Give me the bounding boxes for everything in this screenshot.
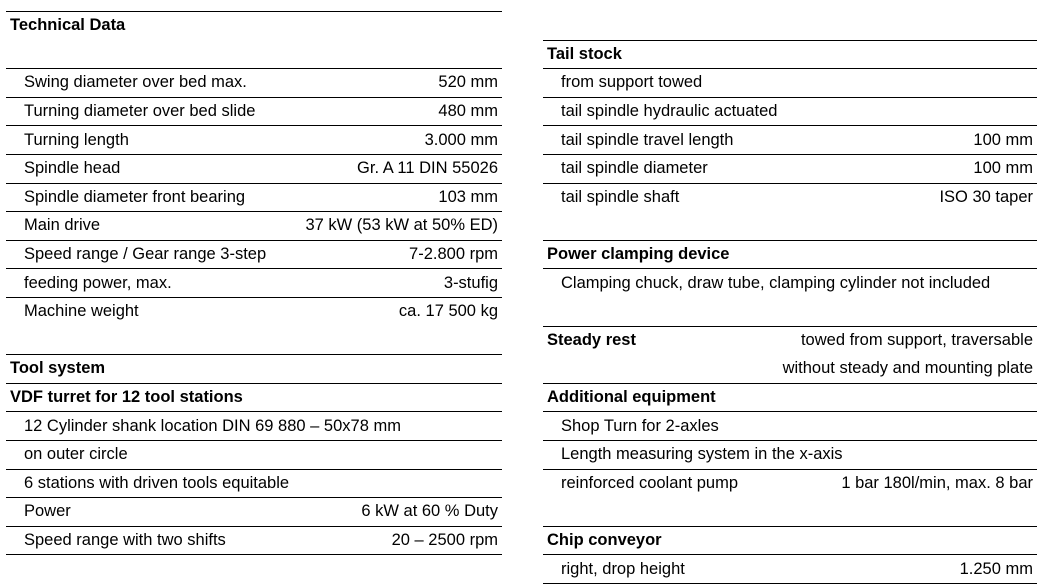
section-title: Additional equipment — [547, 388, 716, 407]
spec-row-tail-spindle-hydraulic-actuated — [543, 97, 1037, 126]
spec-value: 20 – 2500 rpm — [391, 531, 498, 550]
spec-label: tail spindle hydraulic actuated — [561, 102, 778, 121]
spec-row-shop-turn-for-2-axles — [543, 411, 1037, 440]
spec-value: 1.250 mm — [959, 559, 1033, 578]
section-title: Technical Data — [10, 16, 126, 35]
spec-row-turning-length — [6, 125, 502, 154]
spec-label: tail spindle shaft — [561, 187, 680, 206]
section-header-vdf-turret-for-12-tool-stations — [6, 383, 502, 412]
section-header-tail-stock — [543, 40, 1037, 69]
spec-label: Shop Turn for 2-axles — [561, 416, 719, 435]
spec-label: from support towed — [561, 73, 703, 92]
spec-label: Turning diameter over bed slide — [24, 102, 256, 121]
spec-label: Speed range with two shifts — [24, 531, 226, 550]
section-header-additional-equipment — [543, 383, 1037, 412]
section-title: Chip conveyor — [547, 531, 662, 550]
spec-row-from-support-towed — [543, 68, 1037, 97]
spec-row-feeding-power-max — [6, 268, 502, 297]
section-header-chip-conveyor — [543, 526, 1037, 555]
spec-value: 103 mm — [438, 187, 498, 206]
spec-row-on-outer-circle — [6, 440, 502, 469]
spec-row-tail-spindle-diameter — [543, 154, 1037, 183]
spec-label: feeding power, max. — [24, 273, 172, 292]
spec-label: Power — [24, 502, 71, 521]
spec-row-right-drop-height — [543, 554, 1037, 583]
spec-value: without steady and mounting plate — [782, 358, 1033, 377]
spec-row-spindle-head — [6, 154, 502, 183]
table-bottom-rule — [6, 554, 502, 555]
spec-value: ca. 17 500 kg — [398, 302, 498, 321]
spec-value: 480 mm — [438, 102, 498, 121]
section-header-technical-data — [6, 11, 502, 40]
section-header-power-clamping-device — [543, 240, 1037, 269]
section-title: Power clamping device — [547, 245, 730, 264]
spec-label: Turning length — [24, 130, 129, 149]
spec-label: Swing diameter over bed max. — [24, 73, 247, 92]
spec-row-machine-weight — [6, 297, 502, 326]
spec-row-tail-spindle-shaft — [543, 183, 1037, 212]
spec-label: Machine weight — [24, 302, 139, 321]
spec-label: Length measuring system in the x-axis — [561, 445, 843, 464]
spec-label: 6 stations with driven tools equitable — [24, 473, 290, 492]
spec-value: 7-2.800 rpm — [409, 245, 498, 264]
section-title: Tool system — [10, 359, 106, 378]
spec-label: 12 Cylinder shank location DIN 69 880 – 50x78 mm — [24, 416, 401, 435]
section-title: Tail stock — [547, 44, 622, 63]
spec-row-turning-diameter-over-bed-slide — [6, 97, 502, 126]
spec-value: 520 mm — [438, 73, 498, 92]
spec-label: reinforced coolant pump — [561, 473, 739, 492]
spec-value: Gr. A 11 DIN 55026 — [357, 159, 498, 178]
spec-row-power — [6, 497, 502, 526]
spec-value: 1 bar 180l/min, max. 8 bar — [841, 473, 1033, 492]
spec-value: 100 mm — [973, 159, 1033, 178]
spec-value: 3-stufig — [443, 273, 498, 292]
spec-label: tail spindle travel length — [561, 130, 734, 149]
section-header-steady-rest — [543, 326, 1037, 355]
spec-row-tail-spindle-travel-length — [543, 125, 1037, 154]
spec-value: towed from support, traversable — [800, 330, 1033, 349]
section-title: Steady rest — [547, 330, 636, 349]
spec-row-main-drive — [6, 211, 502, 240]
spec-value: ISO 30 taper — [939, 187, 1033, 206]
spec-label: on outer circle — [24, 445, 128, 464]
spec-row-clamping-chuck-draw-tube-clamping-cylinder-not-included — [543, 268, 1037, 297]
spec-row-12-cylinder-shank-location-din-69-880-50x78-mm — [6, 411, 502, 440]
spec-row-speed-range-with-two-shifts — [6, 526, 502, 555]
spec-label: Spindle head — [24, 159, 121, 178]
spec-label: right, drop height — [561, 559, 685, 578]
table-bottom-rule — [543, 583, 1037, 584]
spec-label: Speed range / Gear range 3-step — [24, 245, 267, 264]
spec-row-without-steady-and-mounting-plate — [543, 354, 1037, 383]
spec-value: 6 kW at 60 % Duty — [361, 502, 498, 521]
spec-label: Spindle diameter front bearing — [24, 187, 246, 206]
spec-label: Main drive — [24, 216, 101, 235]
spec-row-speed-range-gear-range-3-step — [6, 240, 502, 269]
spec-value: 100 mm — [973, 130, 1033, 149]
section-header-tool-system — [6, 354, 502, 383]
spec-value: 37 kW (53 kW at 50% ED) — [305, 216, 498, 235]
section-title: VDF turret for 12 tool stations — [10, 388, 243, 407]
spec-label: tail spindle diameter — [561, 159, 708, 178]
spec-row-swing-diameter-over-bed-max — [6, 68, 502, 97]
spec-row-spindle-diameter-front-bearing — [6, 183, 502, 212]
spec-value: 3.000 mm — [424, 130, 498, 149]
spec-row-6-stations-with-driven-tools-equitable — [6, 469, 502, 498]
spec-row-length-measuring-system-in-the-x-axis — [543, 440, 1037, 469]
spec-label: Clamping chuck, draw tube, clamping cylinder not included — [561, 273, 991, 292]
spec-row-reinforced-coolant-pump — [543, 469, 1037, 498]
